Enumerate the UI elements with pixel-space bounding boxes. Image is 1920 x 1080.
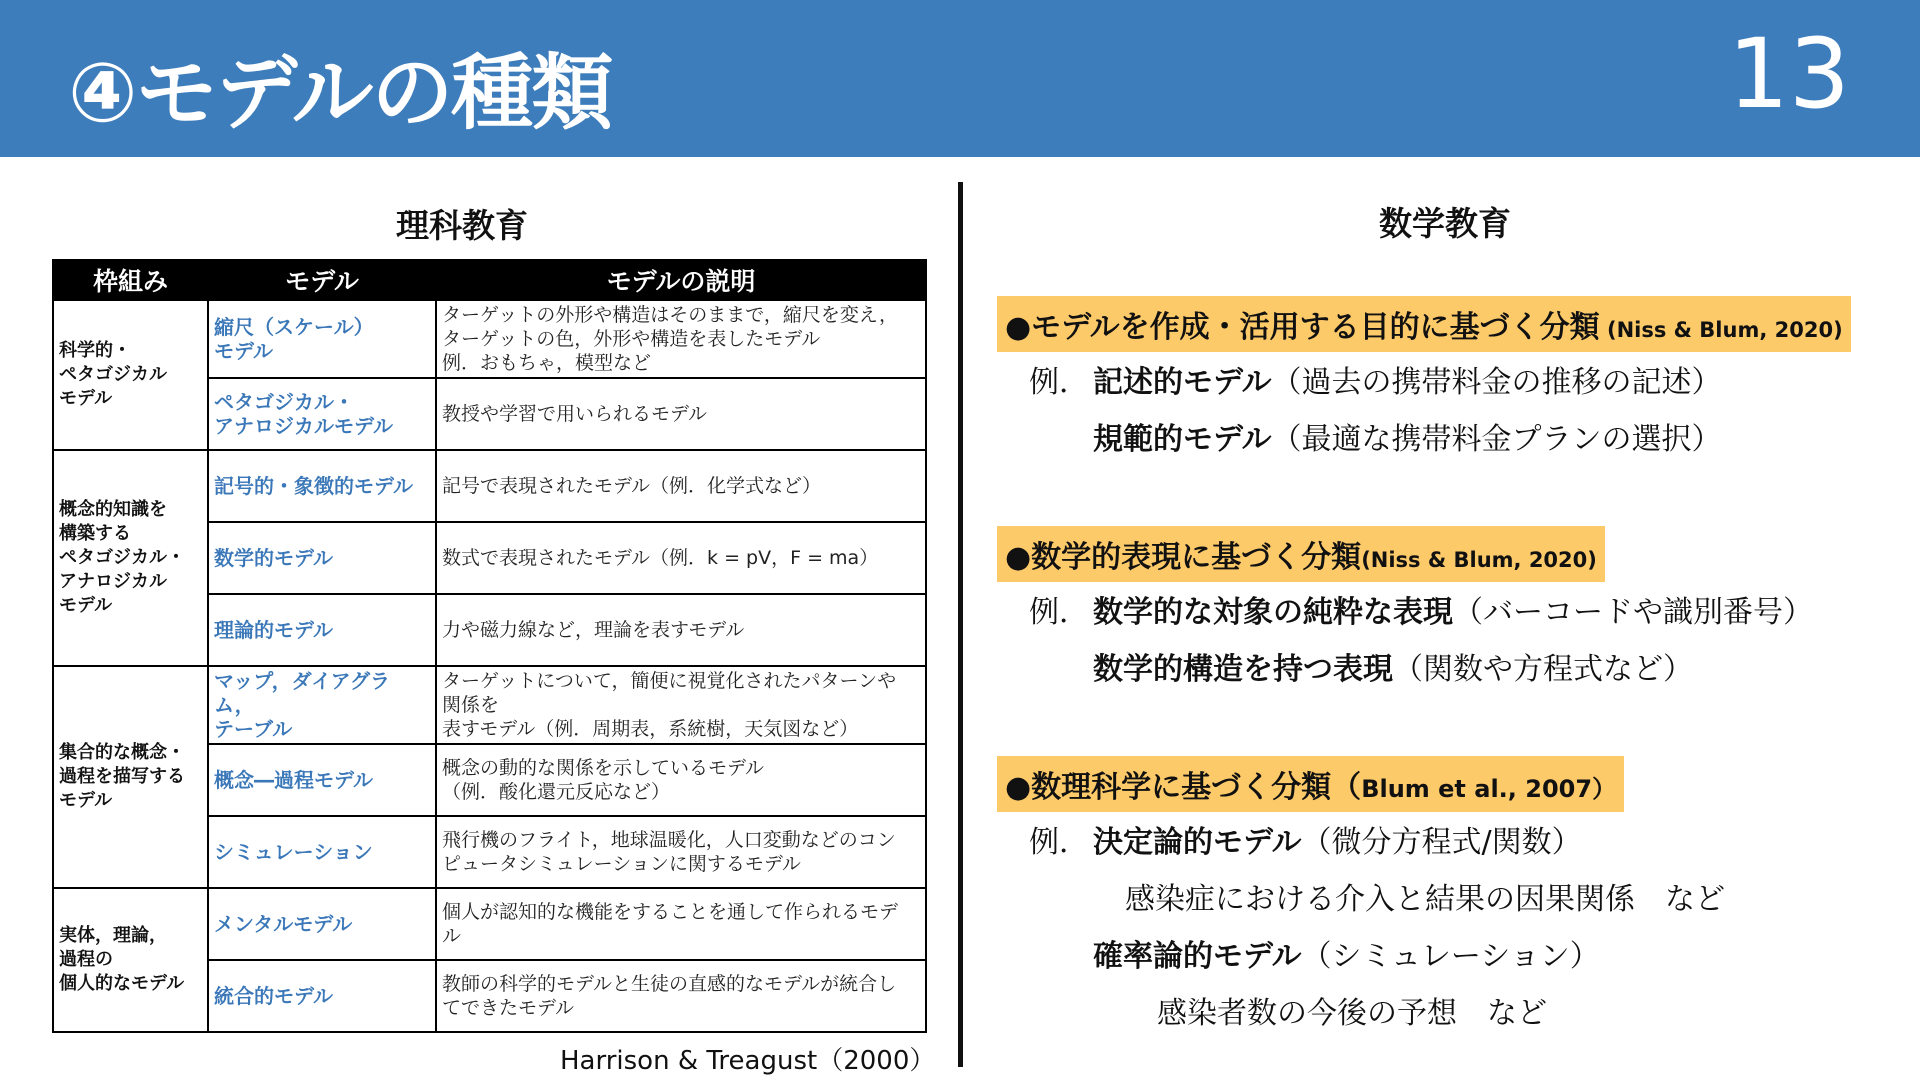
example-detail: （最適な携帯料金プランの選択） bbox=[1271, 422, 1722, 457]
example-model-name: 数学的な対象の純粋な表現 bbox=[1093, 595, 1453, 630]
model-name-cell: 概念―過程モデル bbox=[208, 744, 436, 816]
model-name-cell: ペタゴジカル・ アナロジカルモデル bbox=[208, 378, 436, 450]
model-description-cell: ターゲットについて，簡便に視覚化されたパターンや 関係を 表すモデル（例．周期表，系統樹，天気図など） bbox=[436, 666, 926, 744]
model-name-cell: 理論的モデル bbox=[208, 594, 436, 666]
example-model-name: 確率論的モデル bbox=[1093, 939, 1302, 974]
section-heading bbox=[997, 756, 1624, 812]
classification-section bbox=[997, 526, 1813, 698]
example-line bbox=[1029, 641, 1813, 698]
example-model-name: 規範的モデル bbox=[1093, 422, 1272, 457]
example-prefix: 例． bbox=[1029, 825, 1089, 860]
title-bar bbox=[0, 0, 1920, 157]
model-description-cell: 教師の科学的モデルと生徒の直感的なモデルが統合し てできたモデル bbox=[436, 960, 926, 1032]
example-detail: （微分方程式/関数） bbox=[1301, 825, 1582, 860]
model-name-cell: マップ，ダイアグラム， テーブル bbox=[208, 666, 436, 744]
example-detail: （関数や方程式など） bbox=[1393, 652, 1693, 687]
model-description-cell: 飛行機のフライト，地球温暖化，人口変動などのコン ピュータシミュレーションに関するモデル bbox=[436, 816, 926, 888]
model-description-cell: ターゲットの外形や構造はそのままで，縮尺を変え， ターゲットの色，外形や構造を表したモデル 例．おもちゃ，模型など bbox=[436, 300, 926, 378]
model-name-cell: メンタルモデル bbox=[208, 888, 436, 960]
example-line bbox=[1029, 871, 1725, 928]
table-row bbox=[53, 666, 926, 744]
table-row bbox=[53, 300, 926, 378]
example-detail: 感染者数の今後の予想 など bbox=[1157, 996, 1547, 1031]
table-row bbox=[53, 888, 926, 960]
example-detail: （バーコードや識別番号） bbox=[1453, 595, 1813, 630]
slide-title: ④モデルの種類 bbox=[68, 46, 612, 141]
section-citation: (Niss & Blum, 2020) bbox=[1361, 548, 1597, 572]
section-heading bbox=[997, 526, 1605, 582]
table-row bbox=[53, 450, 926, 522]
model-name-cell: シミュレーション bbox=[208, 816, 436, 888]
example-prefix: 例． bbox=[1029, 595, 1089, 630]
column-header-description: モデルの説明 bbox=[436, 260, 926, 300]
section-heading-text: ●モデルを作成・活用する目的に基づく分類 bbox=[1005, 310, 1600, 345]
model-description-cell: 力や磁力線など，理論を表すモデル bbox=[436, 594, 926, 666]
model-table-wrapper bbox=[52, 259, 927, 1033]
model-types-table bbox=[52, 259, 927, 1033]
framework-cell: 概念的知識を 構築する ペタゴジカル・ アナロジカル モデル bbox=[53, 450, 208, 666]
page-number: 13 bbox=[1727, 18, 1850, 130]
example-line bbox=[1029, 985, 1725, 1042]
model-name-cell: 記号的・象徴的モデル bbox=[208, 450, 436, 522]
section-heading-text: ●数学的表現に基づく分類 bbox=[1005, 540, 1362, 575]
example-line bbox=[1029, 584, 1813, 641]
framework-cell: 実体，理論， 過程の 個人的なモデル bbox=[53, 888, 208, 1032]
table-header-row bbox=[53, 260, 926, 300]
table-citation: Harrison & Treagust（2000） bbox=[560, 1046, 936, 1076]
example-detail: （シミュレーション） bbox=[1301, 939, 1600, 974]
framework-cell: 科学的・ ペタゴジカル モデル bbox=[53, 300, 208, 450]
model-description-cell: 個人が認知的な機能をすることを通して作られるモデ ル bbox=[436, 888, 926, 960]
column-header-model: モデル bbox=[208, 260, 436, 300]
model-name-cell: 統合的モデル bbox=[208, 960, 436, 1032]
section-heading-text: ●数理科学に基づく分類（ bbox=[1005, 770, 1362, 805]
example-line bbox=[1029, 814, 1725, 871]
column-header-framework: 枠組み bbox=[53, 260, 208, 300]
math-education-heading: 数学教育 bbox=[1379, 204, 1511, 243]
example-model-name: 決定論的モデル bbox=[1093, 825, 1302, 860]
section-heading bbox=[997, 296, 1851, 352]
model-name-cell: 縮尺（スケール） モデル bbox=[208, 300, 436, 378]
model-description-cell: 教授や学習で用いられるモデル bbox=[436, 378, 926, 450]
column-divider bbox=[958, 182, 963, 1067]
section-citation: Blum et al., 2007） bbox=[1361, 775, 1617, 803]
example-detail: （過去の携帯料金の推移の記述） bbox=[1271, 365, 1722, 400]
example-prefix: 例． bbox=[1029, 365, 1089, 400]
example-detail: 感染症における介入と結果の因果関係 など bbox=[1125, 882, 1725, 917]
model-description-cell: 概念の動的な関係を示しているモデル （例．酸化還元反応など） bbox=[436, 744, 926, 816]
science-education-heading: 理科教育 bbox=[396, 206, 528, 245]
framework-cell: 集合的な概念・ 過程を描写する モデル bbox=[53, 666, 208, 888]
model-description-cell: 数式で表現されたモデル（例．k = pV，F = ma） bbox=[436, 522, 926, 594]
model-name-cell: 数学的モデル bbox=[208, 522, 436, 594]
example-line bbox=[1029, 928, 1725, 985]
example-model-name: 記述的モデル bbox=[1093, 365, 1272, 400]
example-line bbox=[1029, 411, 1851, 468]
classification-section bbox=[997, 756, 1725, 1042]
example-line bbox=[1029, 354, 1851, 411]
classification-section bbox=[997, 296, 1851, 468]
example-model-name: 数学的構造を持つ表現 bbox=[1093, 652, 1393, 687]
section-citation: (Niss & Blum, 2020) bbox=[1599, 318, 1843, 342]
model-description-cell: 記号で表現されたモデル（例．化学式など） bbox=[436, 450, 926, 522]
